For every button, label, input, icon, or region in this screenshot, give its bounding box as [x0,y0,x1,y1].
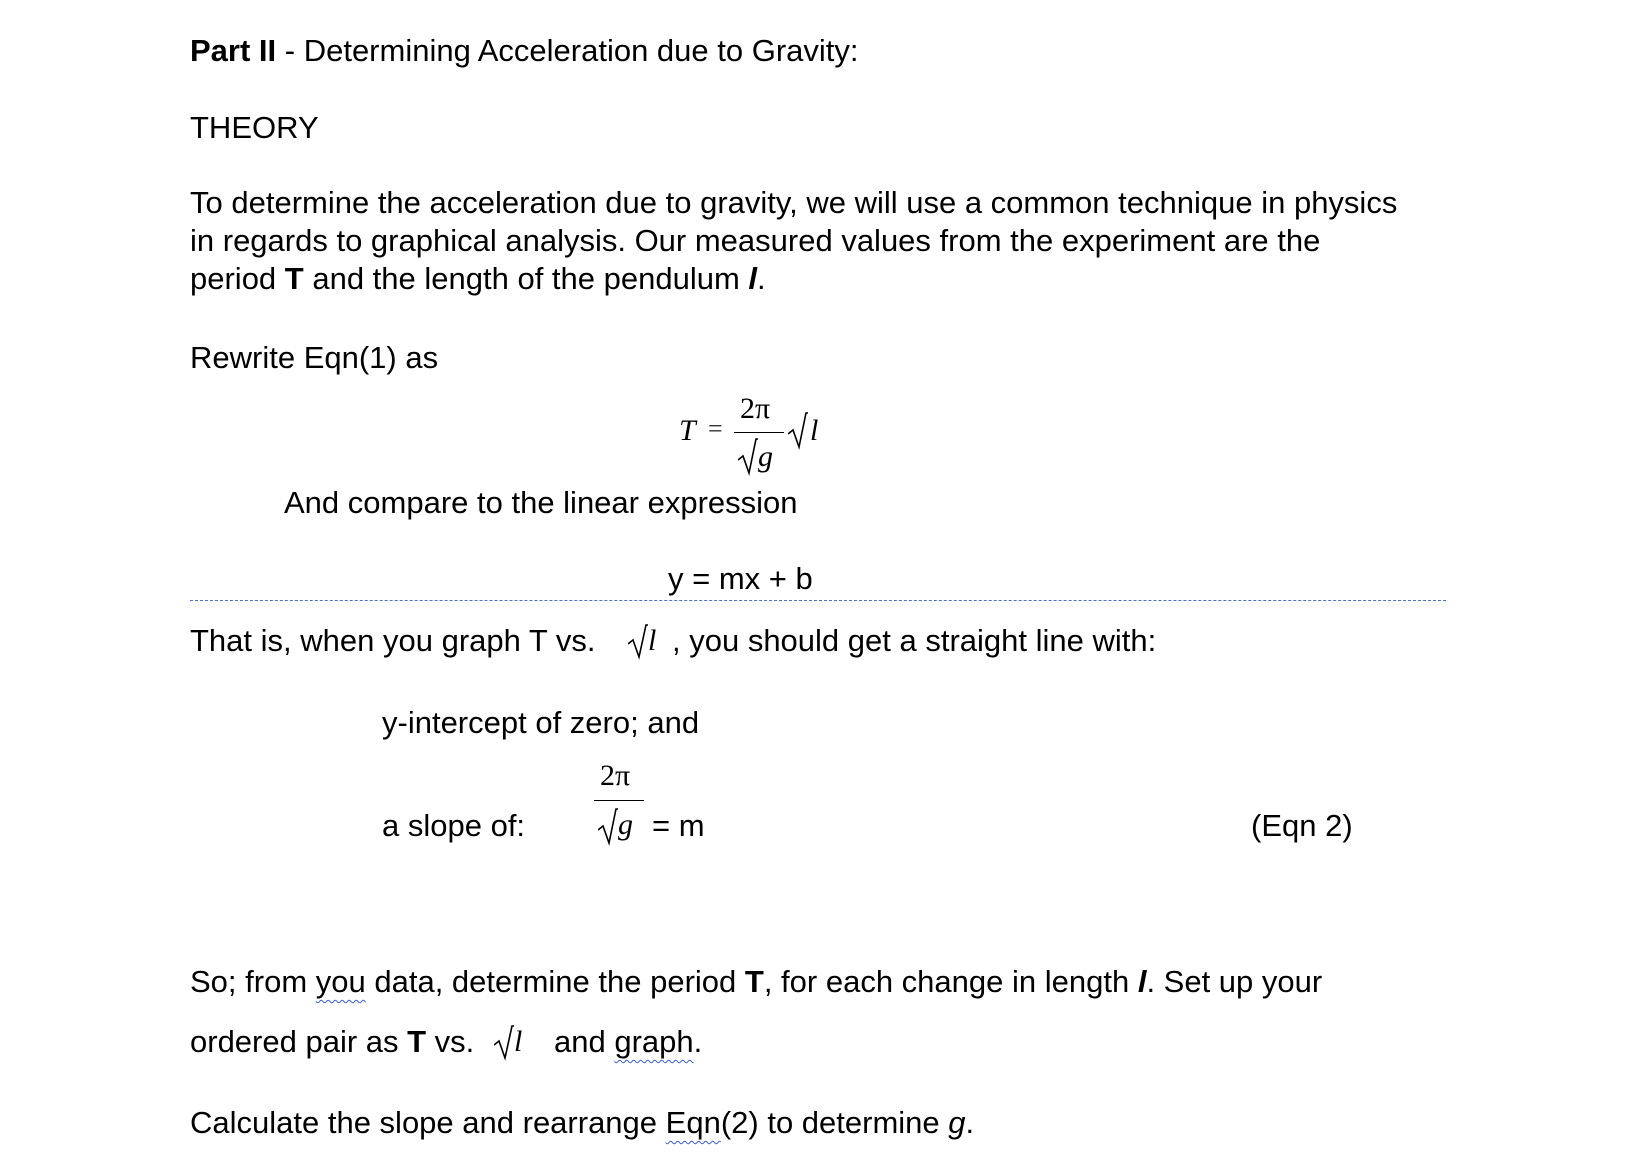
eqn1-rad-sqrt-icon [788,412,808,450]
ordered-radicand: l [514,1025,523,1058]
that-is-radicand: l [648,624,657,657]
spell-flagged-word: graph [614,1024,694,1059]
compare-text: And compare to the linear expression [284,485,798,520]
period-symbol: T [407,1024,427,1059]
period-symbol: T [744,964,764,999]
theory-label: THEORY [190,110,319,145]
spell-flagged-word: Eqn [665,1105,721,1140]
eqn-2-tag: (Eqn 2) [1251,808,1353,843]
intro-text: . [757,261,766,296]
section-heading [190,32,859,70]
intro-line-1: To determine the acceleration due to gravity, we will use a common technique in physics [190,185,1398,220]
calculate-line [190,1104,974,1142]
gravity-symbol: g [948,1105,966,1140]
period-symbol: T [284,261,304,296]
length-symbol: l [1137,964,1147,999]
linear-expression: y = mx + b [668,561,813,596]
so-text: So; from [190,964,316,999]
rewrite-text: Rewrite Eqn(1) as [190,340,439,375]
slope-radicand: g [618,808,633,841]
so-text: , for each change in length [763,964,1138,999]
intro-line-3 [190,260,766,298]
ordered-text: and [554,1024,615,1059]
slope-fraction-bar [594,800,644,801]
so-line [190,963,1322,1001]
slope-numerator: 2π [600,759,631,792]
heading-part-label: Part II [190,33,277,68]
slope-rhs: = m [652,808,705,843]
ordered-text: . [693,1024,703,1059]
heading-title: - Determining Acceleration due to Gravity: [276,33,859,68]
calc-text: . [965,1105,975,1140]
that-is-text-a: That is, when you graph T vs. [190,623,596,658]
calc-text: Calculate the slope and rearrange [190,1105,666,1140]
intro-line-2: in regards to graphical analysis. Our measured values from the experiment are the [190,223,1321,258]
eqn1-fraction-bar [734,432,784,433]
that-is-sqrt-icon [628,624,648,660]
ordered-line-a [190,1023,474,1061]
slope-label: a slope of: [382,808,526,843]
eqn1-numerator: 2π [740,392,771,425]
y-intercept-text: y-intercept of zero; and [382,705,700,740]
eqn1-radicand: l [810,414,819,447]
ordered-line-b [554,1023,702,1061]
dashed-divider [190,600,1446,601]
intro-text: period [190,261,285,296]
that-is-text-b: , you should get a straight line with: [672,623,1157,658]
eqn1-equals: = [708,414,723,443]
eqn1-den-sqrt-icon [738,438,758,476]
eqn1-den-radicand: g [758,440,773,473]
ordered-text: vs. [426,1024,475,1059]
ordered-sqrt-icon [494,1025,514,1061]
so-text: . Set up your [1146,964,1323,999]
slope-sqrt-icon [598,808,618,846]
spell-flagged-word: you [315,964,366,999]
length-symbol: l [748,261,758,296]
calc-text: (2) to determine [720,1105,949,1140]
so-text: data, determine the period [365,964,745,999]
eqn1-lhs: T [679,414,696,447]
ordered-text: ordered pair as [190,1024,408,1059]
intro-text: and the length of the pendulum [303,261,749,296]
